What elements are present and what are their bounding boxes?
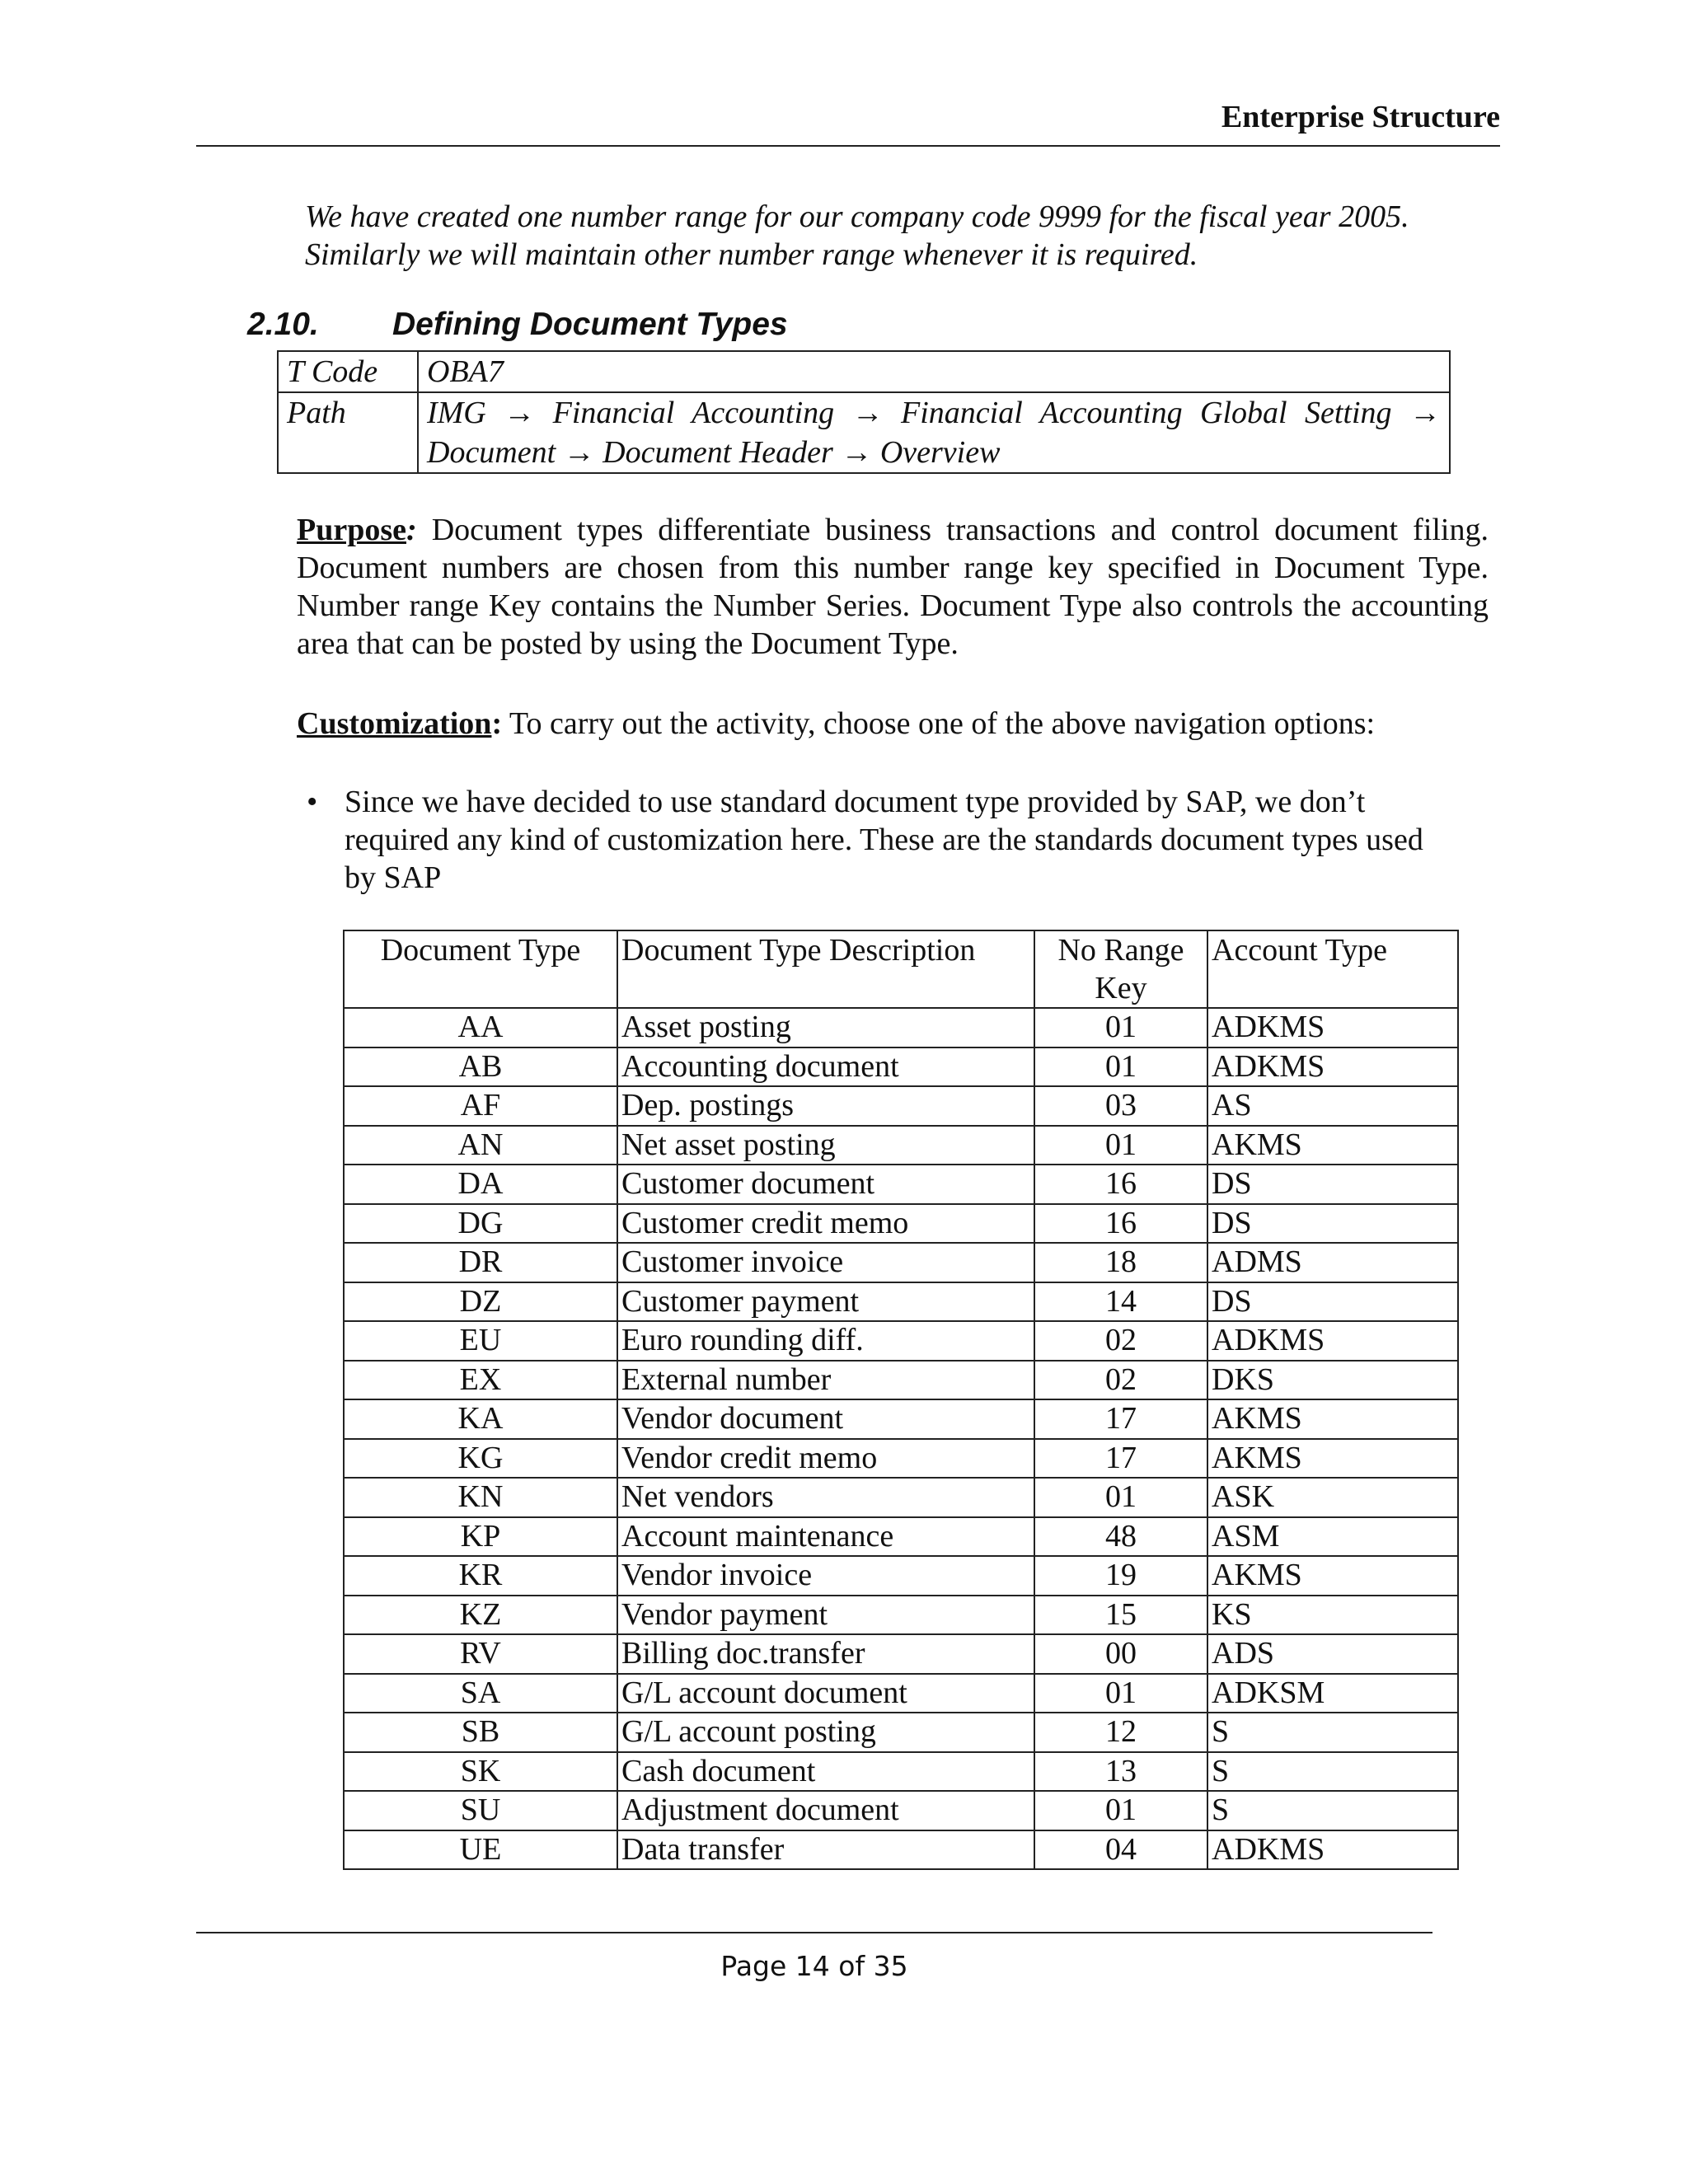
cell-document-type: SK	[344, 1752, 617, 1792]
cell-no-range-key: 17	[1034, 1439, 1207, 1479]
cell-no-range-key: 04	[1034, 1830, 1207, 1870]
cell-document-type: KA	[344, 1399, 617, 1439]
table-row	[344, 1008, 1458, 1047]
cell-description: Dep. postings	[617, 1086, 1034, 1126]
cell-description: Accounting document	[617, 1047, 1034, 1087]
cell-description: Data transfer	[617, 1830, 1034, 1870]
table-row	[344, 1634, 1458, 1674]
cell-description: Vendor document	[617, 1399, 1034, 1439]
cell-account-type: ADMS	[1207, 1243, 1458, 1282]
cell-no-range-key: 01	[1034, 1008, 1207, 1047]
table-row	[344, 1126, 1458, 1165]
tcode-row	[278, 351, 1450, 392]
table-body	[344, 1008, 1458, 1869]
cell-no-range-key: 15	[1034, 1596, 1207, 1635]
intro-paragraph: We have created one number range for our company code 9999 for the fiscal year 2005. Similarly we will maintain other number range whenever it is required.	[305, 199, 1409, 272]
cell-account-type: AKMS	[1207, 1126, 1458, 1165]
cell-no-range-key: 02	[1034, 1361, 1207, 1400]
cell-no-range-key: 02	[1034, 1321, 1207, 1361]
cell-document-type: DZ	[344, 1282, 617, 1322]
footer-rule	[196, 1932, 1432, 1933]
cell-description: Customer document	[617, 1165, 1034, 1204]
cell-no-range-key: 19	[1034, 1556, 1207, 1596]
cell-account-type: AS	[1207, 1086, 1458, 1126]
column-header-document-type: Document Type	[344, 930, 617, 1008]
cell-document-type: AF	[344, 1086, 617, 1126]
table-row	[344, 1165, 1458, 1204]
document-types-table	[343, 930, 1459, 1870]
cell-account-type: ASK	[1207, 1478, 1458, 1517]
cell-no-range-key: 01	[1034, 1047, 1207, 1087]
path-label: Path	[278, 392, 418, 473]
bullet-icon: •	[307, 785, 318, 819]
cell-account-type: AKMS	[1207, 1439, 1458, 1479]
table-row	[344, 1791, 1458, 1830]
table-row	[344, 1596, 1458, 1635]
cell-account-type: S	[1207, 1791, 1458, 1830]
cell-description: Cash document	[617, 1752, 1034, 1792]
cell-account-type: ADS	[1207, 1634, 1458, 1674]
table-row	[344, 1321, 1458, 1361]
cell-no-range-key: 17	[1034, 1399, 1207, 1439]
table-row	[344, 1713, 1458, 1752]
cell-document-type: AN	[344, 1126, 617, 1165]
section-title: Defining Document Types	[392, 307, 788, 342]
cell-account-type: DKS	[1207, 1361, 1458, 1400]
cell-description: G/L account document	[617, 1674, 1034, 1713]
cell-account-type: DS	[1207, 1165, 1458, 1204]
table-row	[344, 1282, 1458, 1322]
table-row	[344, 1243, 1458, 1282]
cell-description: Customer payment	[617, 1282, 1034, 1322]
table-row	[344, 1830, 1458, 1870]
cell-account-type: ASM	[1207, 1517, 1458, 1557]
cell-description: Account maintenance	[617, 1517, 1034, 1557]
cell-no-range-key: 18	[1034, 1243, 1207, 1282]
cell-no-range-key: 16	[1034, 1165, 1207, 1204]
cell-document-type: AB	[344, 1047, 617, 1087]
cell-document-type: RV	[344, 1634, 617, 1674]
cell-document-type: KN	[344, 1478, 617, 1517]
purpose-paragraph	[297, 511, 1489, 663]
cell-account-type: S	[1207, 1752, 1458, 1792]
cell-account-type: KS	[1207, 1596, 1458, 1635]
table-header-row	[344, 930, 1458, 1008]
cell-no-range-key: 01	[1034, 1791, 1207, 1830]
table-row	[344, 1047, 1458, 1087]
column-header-no-range-key: No Range Key	[1034, 930, 1207, 1008]
table-row	[344, 1674, 1458, 1713]
purpose-text: Document types differentiate business transactions and control document filing. Document numbers are chosen from this number range key specified in Document Type. Number range Key contains the Number Series. Document Type also controls the accounting area that can be posted by using the Document Type.	[297, 513, 1489, 661]
cell-description: Customer credit memo	[617, 1204, 1034, 1244]
tcode-value: OBA7	[418, 351, 1450, 392]
cell-document-type: UE	[344, 1830, 617, 1870]
cell-document-type: SU	[344, 1791, 617, 1830]
cell-description: Asset posting	[617, 1008, 1034, 1047]
cell-account-type: ADKMS	[1207, 1008, 1458, 1047]
cell-description: Vendor invoice	[617, 1556, 1034, 1596]
cell-document-type: EX	[344, 1361, 617, 1400]
cell-no-range-key: 48	[1034, 1517, 1207, 1557]
navigation-table	[277, 350, 1451, 474]
cell-account-type: DS	[1207, 1204, 1458, 1244]
cell-no-range-key: 16	[1034, 1204, 1207, 1244]
cell-account-type: ADKSM	[1207, 1674, 1458, 1713]
cell-no-range-key: 00	[1034, 1634, 1207, 1674]
cell-document-type: SA	[344, 1674, 617, 1713]
cell-document-type: KR	[344, 1556, 617, 1596]
cell-document-type: EU	[344, 1321, 617, 1361]
section-number: 2.10.	[247, 307, 319, 342]
table-row	[344, 1556, 1458, 1596]
cell-description: External number	[617, 1361, 1034, 1400]
cell-account-type: AKMS	[1207, 1556, 1458, 1596]
cell-document-type: KG	[344, 1439, 617, 1479]
cell-document-type: DR	[344, 1243, 617, 1282]
page-number: Page 14 of 35	[720, 1950, 908, 1982]
table-row	[344, 1361, 1458, 1400]
purpose-colon: :	[406, 513, 417, 547]
cell-description: Net vendors	[617, 1478, 1034, 1517]
customization-label: Customization	[297, 706, 492, 741]
customization-colon: :	[491, 706, 503, 741]
tcode-label: T Code	[278, 351, 418, 392]
cell-no-range-key: 01	[1034, 1478, 1207, 1517]
cell-account-type: ADKMS	[1207, 1321, 1458, 1361]
cell-no-range-key: 01	[1034, 1126, 1207, 1165]
cell-document-type: DA	[344, 1165, 617, 1204]
cell-document-type: SB	[344, 1713, 617, 1752]
table-row	[344, 1086, 1458, 1126]
cell-account-type: ADKMS	[1207, 1830, 1458, 1870]
cell-document-type: KP	[344, 1517, 617, 1557]
table-row	[344, 1752, 1458, 1792]
customization-text: To carry out the activity, choose one of the above navigation options:	[502, 706, 1376, 741]
bullet-text: Since we have decided to use standard document type provided by SAP, we don’t required any kind of customization here. These are the standards document types used by SAP	[345, 785, 1423, 895]
table-row	[344, 1439, 1458, 1479]
table-row	[344, 1478, 1458, 1517]
header-rule	[196, 145, 1500, 147]
column-header-account-type: Account Type	[1207, 930, 1458, 1008]
cell-no-range-key: 01	[1034, 1674, 1207, 1713]
cell-description: Vendor payment	[617, 1596, 1034, 1635]
cell-description: Vendor credit memo	[617, 1439, 1034, 1479]
table-row	[344, 1204, 1458, 1244]
purpose-label: Purpose	[297, 513, 406, 547]
cell-document-type: KZ	[344, 1596, 617, 1635]
table-row	[344, 1399, 1458, 1439]
cell-account-type: AKMS	[1207, 1399, 1458, 1439]
cell-no-range-key: 12	[1034, 1713, 1207, 1752]
cell-document-type: AA	[344, 1008, 617, 1047]
customization-paragraph	[297, 705, 1489, 743]
cell-no-range-key: 13	[1034, 1752, 1207, 1792]
table-row	[344, 1517, 1458, 1557]
cell-account-type: DS	[1207, 1282, 1458, 1322]
column-header-description: Document Type Description	[617, 930, 1034, 1008]
cell-description: Billing doc.transfer	[617, 1634, 1034, 1674]
cell-no-range-key: 14	[1034, 1282, 1207, 1322]
cell-no-range-key: 03	[1034, 1086, 1207, 1126]
path-value: IMG → Financial Accounting → Financial Accounting Global Setting → Document → Document Header → Overview	[418, 392, 1450, 473]
cell-description: Customer invoice	[617, 1243, 1034, 1282]
cell-document-type: DG	[344, 1204, 617, 1244]
running-header-title: Enterprise Structure	[1221, 100, 1500, 134]
cell-description: Adjustment document	[617, 1791, 1034, 1830]
cell-account-type: ADKMS	[1207, 1047, 1458, 1087]
cell-description: Net asset posting	[617, 1126, 1034, 1165]
path-row	[278, 392, 1450, 473]
cell-description: G/L account posting	[617, 1713, 1034, 1752]
cell-account-type: S	[1207, 1713, 1458, 1752]
cell-description: Euro rounding diff.	[617, 1321, 1034, 1361]
